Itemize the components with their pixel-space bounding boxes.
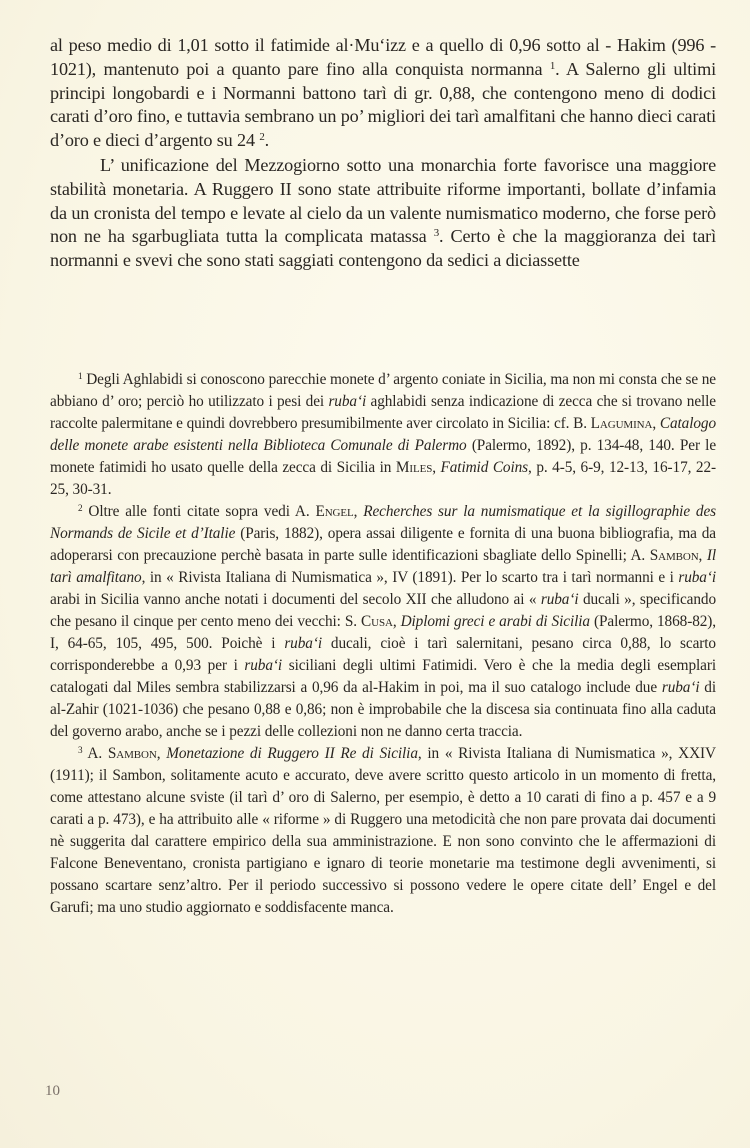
text-run: . xyxy=(264,130,270,151)
text-run: , in « Rivista Italiana di Numismatica », XXIV (1911); il Sambon, solitamente acuto e accurato, deve avere scritto questo articolo in un momento di fretta, come attestano alcune sviste (il tarì d’ oro di Salerno, per esempio, è detto a 10 carati di fino a p. 457 e a 9 carati a p. 473), e ha attribuito alle « riforme » di Ruggero una metodicità che non pare provata dai documenti nè suggerita dal carattere empirico della sua amministrazione. E non sono convinto che le affermazioni di Falcone Beneventano, cronista partigiano e ignaro di teorie monetarie ma testimone degli avvenimenti, si possano scartare senz’altro. Per il periodo successivo si possono vedere le opere citate dell’ Engel e del Garufi; ma uno studio aggiornato e soddisfacente manca. xyxy=(50,745,716,916)
text-run: Oltre alle fonti citate sopra vedi A. xyxy=(82,503,316,521)
italic-term: ruba‘i xyxy=(328,392,367,410)
text-run: (Paris, 1882), opera assai diligente e fornita di una buona bibliografia, ma da adoperarsi con precauzione perchè basata in parte sulle identificazioni sbagliate dello Spinelli; A. xyxy=(50,525,716,565)
text-run: Degli Aghlabidi si conoscono parecchie monete d’ argento coniate in Sicilia, ma non mi consta che se ne abbiano d’ oro; perciò ho utilizzato i pesi dei xyxy=(50,371,716,410)
text-run: , xyxy=(698,547,707,565)
text-run: . A Salerno gli ultimi principi longobardi e i Normanni battono tarì di gr. 0,88, che contengono meno di dodici carati d’oro fino, e tuttavia sembrano un po’ migliori dei tarì amalfitani che hanno dieci carati d’oro e dieci d’argento su 24 xyxy=(50,58,716,151)
text-run: L’ unificazione del Mezzogiorno sotto una monarchia forte favorisce una maggiore stabilità monetaria. A Ruggero II sono state attribuite riforme importanti, bollate d’infamia da un cronista del tempo e levate al cielo da un valente numismatico moderno, che forse però non ne ha sgarbugliata tutta la complicata matassa xyxy=(50,154,716,247)
text-run: , p. 4-5, 6-9, 12-13, 16-17, 22-25, 30-31. xyxy=(50,458,716,498)
text-run: A. xyxy=(82,745,108,763)
author-name: Miles xyxy=(395,458,433,476)
main-text xyxy=(50,34,716,273)
italic-term: ruba‘i xyxy=(284,634,322,652)
footnotes xyxy=(50,369,716,919)
text-run: , xyxy=(156,745,167,763)
work-title: Fatimid Coins xyxy=(440,458,529,476)
text-run: , in « Rivista Italiana di Numismatica », IV (1891). Per lo scarto tra i tarì normanni e i xyxy=(141,569,679,587)
text-run: ducali, cioè i tarì salernitani, pesano circa 0,88, lo scarto corrisponderebbe a 0,93 per i xyxy=(50,634,716,674)
author-name: Sambon xyxy=(107,745,157,763)
text-run: (Palermo, 1892), p. 134-48, 140. Per le monete fatimidi ho usato quelle della zecca di Sicilia in xyxy=(50,436,717,476)
work-title: Diplomi greci e arabi di Sicilia xyxy=(400,612,590,630)
text-run: . Certo è che la maggioranza dei tarì normanni e svevi che sono stati saggiati contengono da sedici a diciassette xyxy=(50,226,716,271)
text-run: aghlabidi senza indicazione di zecca che si trovano nelle raccolte palermitane e quindi dovrebbero presumibilmente aver circolato in Sicilia: cf. B. xyxy=(50,392,716,432)
author-name: Sambon xyxy=(649,547,699,565)
text-run: , xyxy=(432,458,441,476)
work-title: Monetazione di Ruggero II Re di Sicilia xyxy=(166,745,418,763)
footnote-ref-1[interactable]: 1 xyxy=(549,59,556,72)
italic-term: ruba‘i xyxy=(540,591,579,609)
paragraph-2 xyxy=(50,154,716,273)
author-name: Engel xyxy=(315,503,354,521)
italic-term: ruba‘i xyxy=(244,656,283,674)
text-run: , xyxy=(652,414,660,432)
footnote-1 xyxy=(50,369,716,500)
italic-term: ruba‘i xyxy=(678,569,716,587)
footnote-marker: 3 xyxy=(78,745,83,756)
text-run: al peso medio di 1,01 sotto il fatimide al·Mu‘izz e a quello di 0,96 sotto al - Hakim (996 - 1021), mantenuto poi a quanto pare fino alla conquista normanna xyxy=(50,35,716,79)
footnote-3 xyxy=(50,743,716,918)
paragraph-1 xyxy=(50,34,716,153)
text-run: ducali », specificando che pesano il cinque per cento meno dei vecchi: S. xyxy=(50,591,716,630)
text-run: siciliani degli ultimi Fatimidi. Vero è che la media degli esemplari catalogati dal Miles sembra stabilizzarsi a 0,96 da al-Hakim in poi, ma il suo catalogo include due xyxy=(50,656,716,696)
work-title: Catalogo delle monete arabe esistenti nella Biblioteca Comunale di Palermo xyxy=(50,414,716,454)
work-title: Recherches sur la numismatique et la sigillographie des Normands de Sicile et d’Italie xyxy=(50,503,716,543)
text-run: , xyxy=(353,503,364,521)
page-number: 10 xyxy=(45,1083,60,1099)
footnote-ref-3[interactable]: 3 xyxy=(433,227,439,240)
author-name: Cusa xyxy=(361,612,393,630)
text-run: (Palermo, 1868-82), I, 64-65, 105, 495, 500. Poichè i xyxy=(50,612,717,652)
footnote-2 xyxy=(50,501,716,742)
text-run: di al-Zahir (1021-1036) che pesano 0,88 e 0,86; non è improbabile che la discesa sia continuata fino alla caduta del governo arabo, anche se i pezzi delle collezioni non ne danno certa traccia. xyxy=(50,678,716,740)
footnote-marker: 2 xyxy=(78,503,83,514)
work-title: Il tarì amalfitano xyxy=(50,547,716,587)
text-run: , xyxy=(392,612,401,630)
footnote-marker: 1 xyxy=(78,370,83,381)
italic-term: ruba‘i xyxy=(661,678,700,696)
text-run: arabi in Sicilia vanno anche notati i documenti del secolo XII che alludono ai « xyxy=(50,591,541,609)
author-name: Lagumina xyxy=(590,414,653,432)
footnote-ref-2[interactable]: 2 xyxy=(259,131,265,144)
